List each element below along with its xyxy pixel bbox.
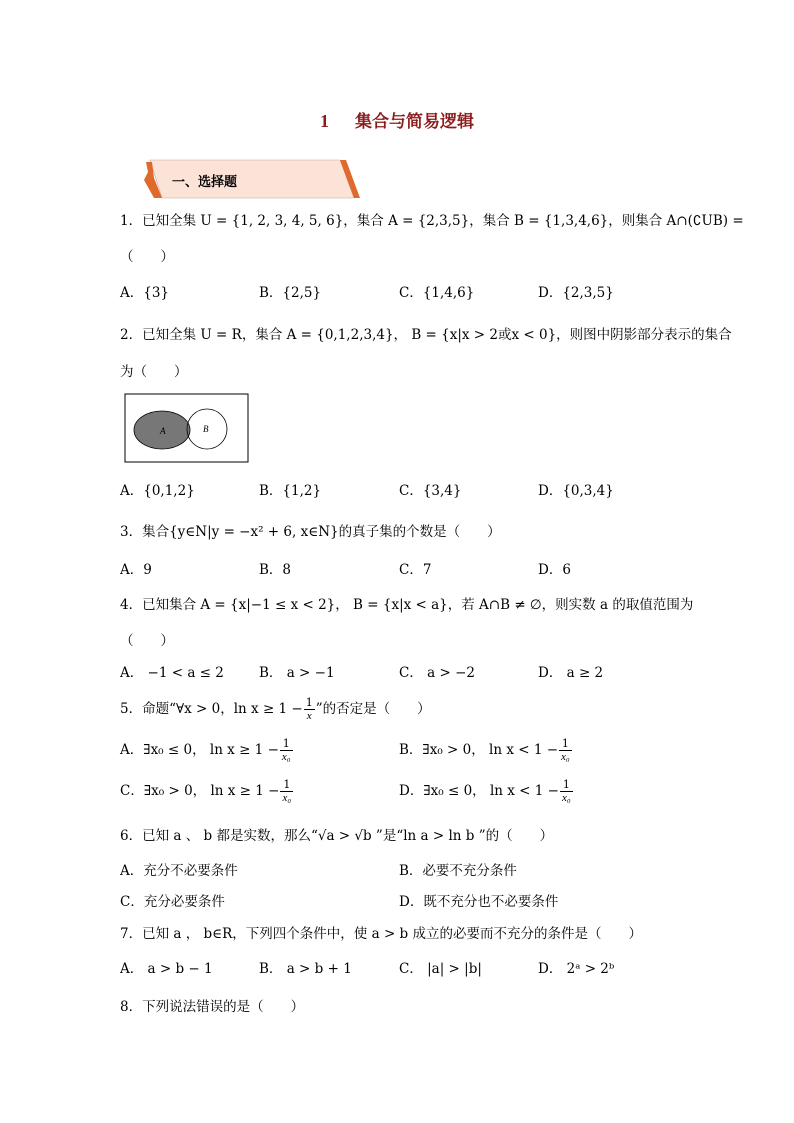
q5-b-text: B．∃x₀ > 0， ln x < 1 − [399, 742, 559, 758]
q5-fraction [304, 697, 315, 722]
q2-option-d: D．{0,3,4} [538, 483, 614, 499]
q2-option-a: A．{0,1,2} [120, 483, 195, 499]
q3-option-d: D．6 [538, 562, 571, 578]
q5-option-c [120, 779, 294, 804]
q5-a-den: x₀ [281, 751, 291, 763]
venn-label-a: A [160, 426, 166, 436]
q1-option-d: D．{2,3,5} [538, 285, 614, 301]
question-7: 7．已知 a ， b∈R，下列四个条件中，使 a > b 成立的必要而不充分的条件是（ ） [120, 926, 642, 942]
q4-option-d: D． a ≥ 2 [538, 665, 604, 681]
q5-a-num: 1 [280, 738, 293, 751]
q7-option-b: B． a > b + 1 [259, 961, 352, 977]
question-2-line2: 为（ ） [120, 364, 188, 380]
title-text: 集合与简易逻辑 [355, 112, 474, 132]
question-2-line1: 2．已知全集 U = R，集合 A = {0,1,2,3,4}， B = {x|x > 2或x < 0}，则图中阴影部分表示的集合 [120, 327, 732, 343]
q5-c-frac [280, 779, 293, 804]
venn-diagram [124, 393, 249, 463]
q1-option-b: B．{2,5} [259, 285, 322, 301]
question-8: 8．下列说法错误的是（ ） [120, 999, 305, 1015]
q5-a-frac [280, 738, 293, 763]
q5-d-num: 1 [560, 779, 573, 792]
q7-option-a: A． a > b − 1 [120, 961, 213, 977]
q2-option-c: C．{3,4} [399, 483, 462, 499]
question-4-line1: 4．已知集合 A = {x|−1 ≤ x < 2}， B = {x|x < a}，若 A∩B ≠ ∅，则实数 a 的取值范围为 [120, 597, 694, 613]
question-5 [120, 697, 431, 722]
q5-stem-end: ”的否定是（ ） [315, 701, 431, 717]
q6-option-a: A．充分不必要条件 [120, 863, 238, 879]
q5-frac-den: x [306, 710, 312, 722]
title-number: 1 [320, 111, 329, 131]
venn-label-b: B [203, 424, 209, 434]
question-1-line1: 1．已知全集 U = {1, 2, 3, 4, 5, 6}，集合 A = {2,3,5}，集合 B = {1,3,4,6}，则集合 A∩(∁UB) = [120, 213, 744, 229]
q5-option-d [399, 779, 574, 804]
q5-b-frac [559, 738, 572, 763]
q5-stem-start: 5．命题“∀x > 0，ln x ≥ 1 − [120, 701, 303, 717]
q7-option-d: D． 2ᵃ > 2ᵇ [538, 961, 615, 977]
q1-option-c: C．{1,4,6} [399, 285, 475, 301]
question-1-line2: （ ） [120, 249, 174, 265]
q5-d-text: D．∃x₀ ≤ 0， ln x < 1 − [399, 783, 559, 799]
q5-c-den: x₀ [282, 792, 292, 804]
q4-option-b: B． a > −1 [259, 665, 335, 681]
section-label: 一、选择题 [172, 175, 238, 190]
q3-option-b: B．8 [259, 562, 292, 578]
q5-c-num: 1 [280, 779, 293, 792]
page-title [0, 107, 794, 132]
q5-d-frac [560, 779, 573, 804]
q6-option-c: C．充分必要条件 [120, 894, 225, 910]
q5-c-text: C．∃x₀ > 0， ln x ≥ 1 − [120, 783, 280, 799]
q5-d-den: x₀ [561, 792, 571, 804]
q1-option-a: A．{3} [120, 285, 170, 301]
question-6: 6．已知 a 、 b 都是实数，那么“√a > √b ”是“ln a > ln b ”的（ ） [120, 828, 554, 844]
question-4-line2: （ ） [120, 633, 174, 649]
q5-option-a [120, 738, 294, 763]
q5-frac-num: 1 [305, 696, 313, 709]
q2-option-b: B．{1,2} [259, 483, 322, 499]
q5-option-b [399, 738, 573, 763]
q4-option-c: C． a > −2 [399, 665, 475, 681]
q6-option-b: B．必要不充分条件 [399, 863, 517, 879]
q3-option-c: C．7 [399, 562, 432, 578]
q5-b-den: x₀ [561, 751, 570, 763]
q6-option-d: D．既不充分也不必要条件 [399, 894, 559, 910]
q5-a-text: A．∃x₀ ≤ 0， ln x ≥ 1 − [120, 742, 279, 758]
q7-option-c: C． |a| > |b| [399, 961, 482, 977]
q5-b-num: 1 [559, 738, 572, 751]
q4-option-a: A． −1 < a ≤ 2 [120, 665, 224, 681]
q3-option-a: A．9 [120, 562, 152, 578]
question-3: 3．集合{y∈N|y = −x² + 6, x∈N}的真子集的个数是（ ） [120, 524, 501, 540]
